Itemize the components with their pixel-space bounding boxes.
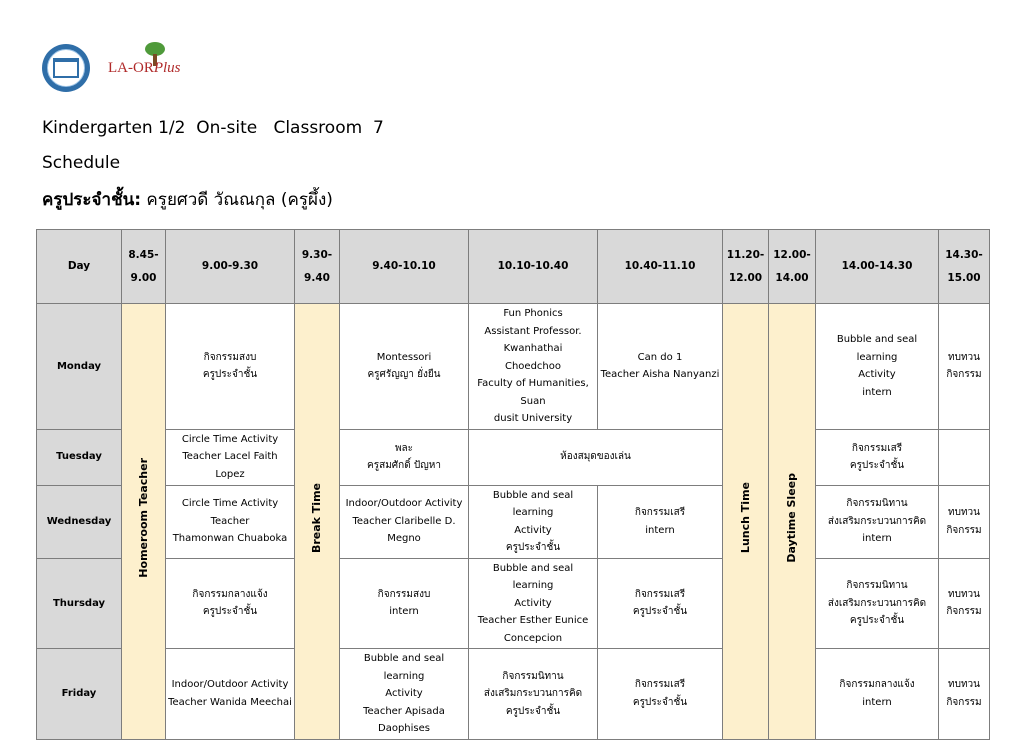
cell-mon-0940 (340, 304, 469, 430)
logo-text: LA-ORPlus (108, 60, 181, 76)
cell-line: Teacher Wanida Meechai (168, 696, 292, 708)
cell-line: ส่งเสริมกระบวนการคิด (827, 597, 927, 609)
header-0940: 9.40-10.10 (340, 230, 469, 304)
cell-line: intern (862, 386, 892, 398)
cell-line: กิจกรรมนิทาน (846, 498, 908, 510)
cell-mon-0900 (166, 304, 295, 430)
homeroom-teacher-line (42, 186, 333, 213)
cell-fri-0940 (340, 649, 469, 740)
cell-line: กิจกรรมนิทาน (502, 670, 564, 682)
cell-line: Teacher Lacel Faith Lopez (182, 451, 278, 480)
cell-thu-0940 (340, 558, 469, 649)
cell-line: Assistant Professor. Kwanhathai (484, 325, 582, 354)
cell-fri-1010 (469, 649, 598, 740)
cell-line: intern (862, 533, 892, 545)
cell-thu-1040 (598, 558, 723, 649)
cell-thu-0900 (166, 558, 295, 649)
cell-line: Concepcion (503, 632, 563, 644)
header-1010: 10.10-10.40 (469, 230, 598, 304)
cell-wed-1040 (598, 485, 723, 558)
cell-mon-1010 (469, 304, 598, 430)
cell-line: Can do 1 (637, 351, 683, 363)
cell-line: Circle Time Activity (181, 433, 279, 445)
cell-line: กิจกรรม (946, 369, 982, 381)
cell-line: Bubble and seal learning (492, 562, 574, 591)
cell-line: ครูประจำชั้น (505, 705, 561, 717)
cell-line: intern (862, 696, 892, 708)
cell-line: ทบทวน (948, 351, 980, 363)
school-emblem-logo (42, 44, 90, 92)
cell-line: กิจกรรมสงบ (203, 351, 257, 363)
cell-line: Teacher Apisada Daophises (363, 705, 445, 734)
cell-line: ครูประจำชั้น (849, 615, 905, 626)
header-row (37, 230, 990, 304)
break-time-block: Break Time (295, 304, 340, 740)
cell-line: intern (645, 524, 675, 536)
cell-line: ครูประจำชั้น (202, 369, 258, 381)
day-wednesday: Wednesday (37, 485, 122, 558)
cell-mon-1040 (598, 304, 723, 430)
cell-line: กิจกรรมกลางแจ้ง (192, 588, 268, 600)
day-tuesday: Tuesday (37, 429, 122, 485)
header-1400: 14.00-14.30 (816, 230, 939, 304)
cell-line: พละ (394, 442, 414, 454)
cell-tue-0900 (166, 429, 295, 485)
cell-line: กิจกรรม (946, 606, 982, 618)
cell-thu-1430 (939, 558, 990, 649)
table-row-wednesday (37, 485, 990, 558)
homeroom-teacher-block: Homeroom Teacher (122, 304, 166, 740)
cell-line: ครูประจำชั้น (505, 542, 561, 553)
page-subtitle: Schedule (42, 153, 121, 173)
header-1040: 10.40-11.10 (598, 230, 723, 304)
cell-line: Indoor/Outdoor Activity (171, 679, 289, 691)
header-1200: 12.00- 14.00 (769, 230, 816, 304)
cell-line: Bubble and seal learning (363, 653, 445, 682)
teacher-label: ครูประจำชั้น: (42, 190, 142, 210)
cell-line: กิจกรรมเสรี (851, 442, 903, 454)
cell-line: กิจกรรมเสรี (634, 507, 686, 518)
header-1120: 11.20- 12.00 (723, 230, 769, 304)
cell-line: กิจกรรมกลางแจ้ง (839, 679, 915, 691)
page-title: Kindergarten 1/2 On-site Classroom 7 (42, 118, 384, 138)
cell-tue-0940 (340, 429, 469, 485)
cell-line: Bubble and seal learning (492, 489, 574, 518)
day-monday: Monday (37, 304, 122, 430)
cell-line: dusit University (493, 413, 573, 424)
cell-line: ครูประจำชั้น (632, 696, 688, 708)
cell-tue-1010 (469, 429, 723, 485)
cell-fri-0900 (166, 649, 295, 740)
cell-line: Activity (514, 597, 552, 609)
cell-line: กิจกรรมเสรี (634, 679, 686, 691)
cell-line: ทบทวน (948, 588, 980, 600)
lunch-time-block: Lunch Time (723, 304, 769, 740)
cell-line: Fun Phonics (503, 308, 563, 319)
cell-wed-0900 (166, 485, 295, 558)
table-row-monday (37, 304, 990, 430)
cell-thu-1010 (469, 558, 598, 649)
cell-wed-1010 (469, 485, 598, 558)
header-1430: 14.30- 15.00 (939, 230, 990, 304)
header-0900: 9.00-9.30 (166, 230, 295, 304)
cell-line: Faculty of Humanities, Suan (477, 378, 589, 407)
cell-line: ทบทวน (948, 679, 980, 691)
daytime-sleep-block: Daytime Sleep (769, 304, 816, 740)
cell-line: Indoor/Outdoor Activity (345, 498, 463, 510)
table-row-friday (37, 649, 990, 740)
cell-line: ทบทวน (948, 507, 980, 518)
cell-fri-1430 (939, 649, 990, 740)
table-row-tuesday (37, 429, 990, 485)
cell-line: Montessori (376, 351, 432, 363)
day-friday: Friday (37, 649, 122, 740)
cell-wed-0940 (340, 485, 469, 558)
cell-line: กิจกรรม (946, 524, 982, 536)
cell-line: Thamonwan Chuaboka (172, 533, 288, 545)
table-row-thursday (37, 558, 990, 649)
schedule-table (36, 229, 990, 740)
cell-wed-1400 (816, 485, 939, 558)
cell-line: ครูศรัญญา ยั่งยืน (367, 369, 441, 381)
cell-line: ส่งเสริมกระบวนการคิด (483, 688, 583, 699)
cell-line: Megno (387, 533, 421, 545)
cell-line: Teacher Claribelle D. (352, 515, 456, 527)
cell-line: ครูประจำชั้น (202, 606, 258, 618)
cell-line: กิจกรรม (946, 696, 982, 708)
cell-tue-1400 (816, 429, 939, 485)
cell-line: ส่งเสริมกระบวนการคิด (827, 515, 927, 527)
cell-line: กิจกรรมเสรี (634, 588, 686, 600)
cell-line: Activity (385, 688, 423, 699)
building-icon (53, 58, 79, 78)
cell-tue-1430-empty (939, 429, 990, 485)
cell-line: กิจกรรมนิทาน (846, 580, 908, 591)
cell-wed-1430 (939, 485, 990, 558)
cell-thu-1400 (816, 558, 939, 649)
cell-line: Teacher Esther Eunice (477, 615, 589, 626)
cell-line: Activity (858, 369, 896, 381)
cell-line: ห้องสมุดของเล่น (560, 451, 631, 463)
teacher-name: ครูยศวดี วัณณกุล (ครูผึ้ง) (141, 190, 333, 210)
cell-mon-1400 (816, 304, 939, 430)
cell-line: Teacher (210, 515, 250, 527)
school-emblem-inner (47, 49, 85, 87)
cell-line: ครูประจำชั้น (849, 460, 905, 471)
cell-line: Circle Time Activity (181, 498, 279, 510)
header-day: Day (37, 230, 122, 304)
cell-line: Bubble and seal learning (836, 334, 918, 363)
cell-fri-1040 (598, 649, 723, 740)
cell-fri-1400 (816, 649, 939, 740)
cell-mon-1430 (939, 304, 990, 430)
cell-line: intern (389, 606, 419, 618)
header-0845: 8.45- 9.00 (122, 230, 166, 304)
cell-line: ครูประจำชั้น (632, 606, 688, 618)
header-0930: 9.30- 9.40 (295, 230, 340, 304)
cell-line: Teacher Aisha Nanyanzi (600, 369, 720, 381)
day-thursday: Thursday (37, 558, 122, 649)
la-or-plus-logo (108, 42, 192, 82)
cell-line: กิจกรรมสงบ (377, 588, 431, 600)
cell-line: Choedchoo (504, 360, 561, 372)
cell-line: Activity (514, 524, 552, 536)
cell-line: ครูสมศักดิ์ ปัญหา (367, 460, 441, 471)
